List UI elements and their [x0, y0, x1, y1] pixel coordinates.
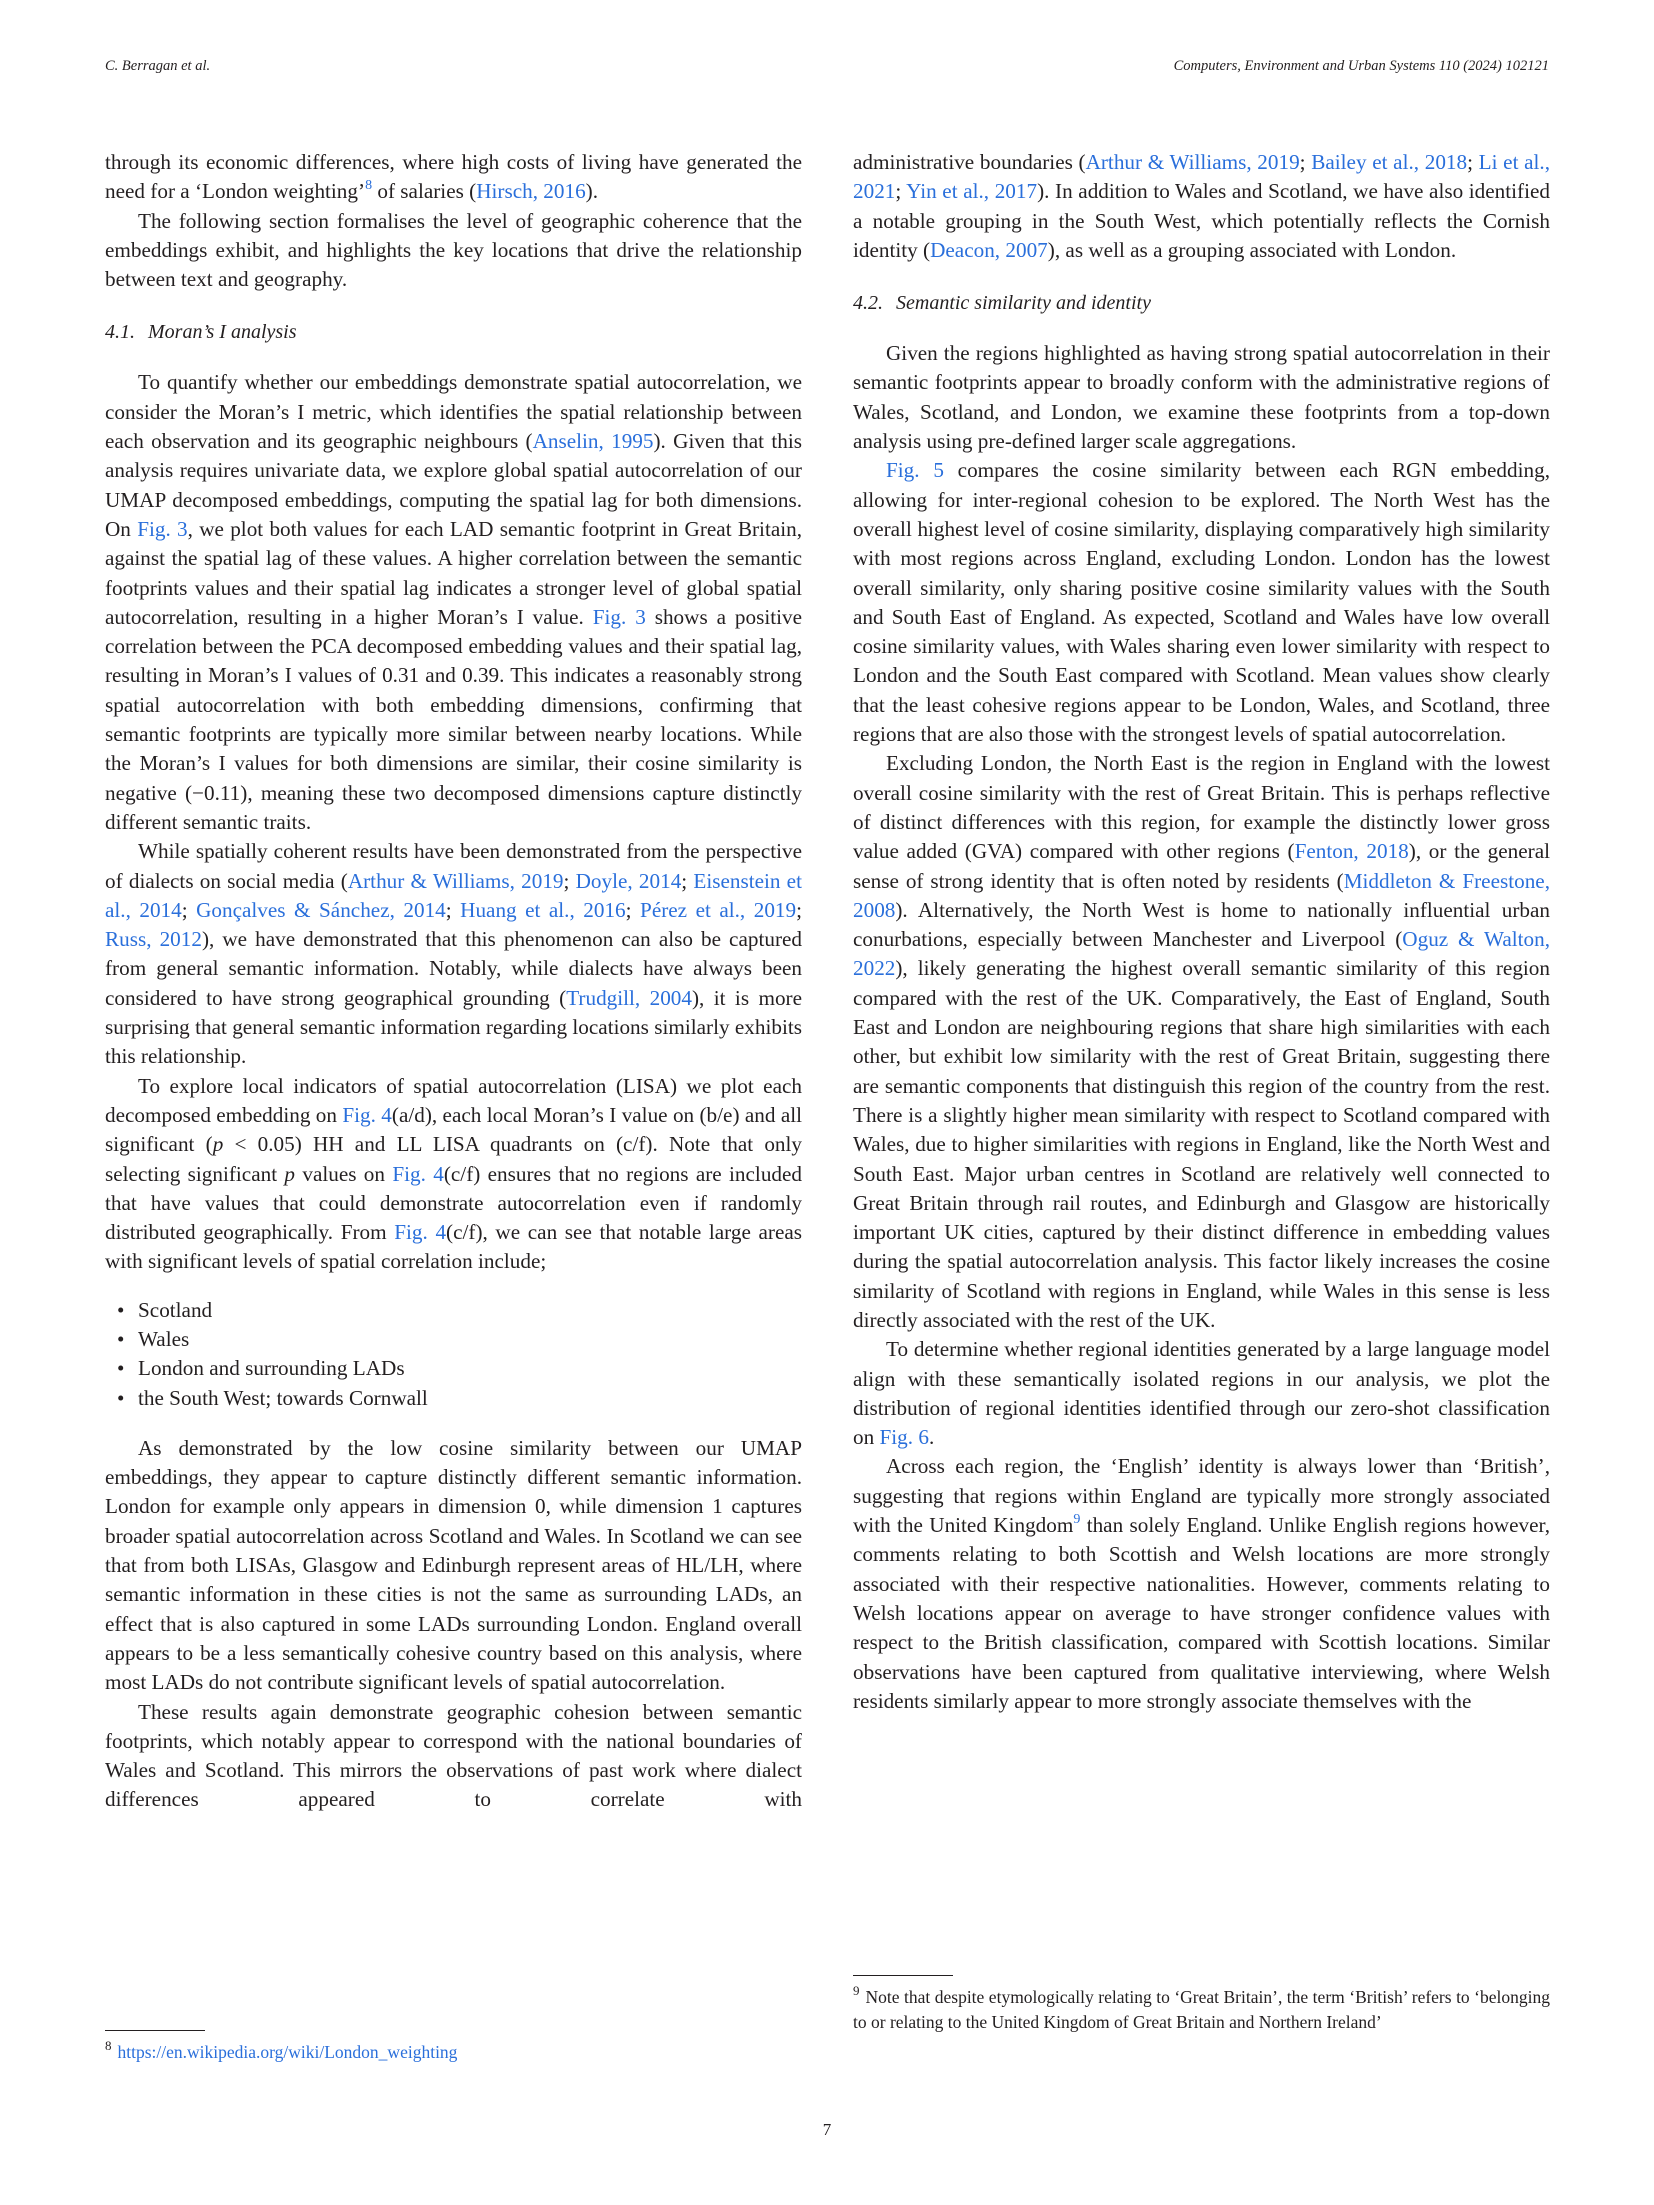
citation-link[interactable]: Anselin, 1995: [532, 429, 654, 454]
text: To determine whether regional identities generated by a large language model align with these semantically isolated regions in our analysis, we plot the distribution of regional identities identified through our zero-shot classification on: [853, 1337, 1550, 1450]
right-column: [853, 148, 1550, 1716]
footnote-link[interactable]: https://en.wikipedia.org/wiki/London_weighting: [117, 2042, 458, 2062]
footnote-rule: [105, 2030, 205, 2031]
text: ;: [563, 868, 576, 893]
paragraph: These results again demonstrate geographic cohesion between semantic footprints, which notably appear to correspond with the national boundaries of Wales and Scotland. This mirrors the observations of past work where dialect differences appeared to correlate with: [105, 1699, 802, 1812]
footnote-number: 9: [853, 1983, 860, 1999]
figure-link[interactable]: Fig. 4: [342, 1102, 392, 1127]
text: To quantify whether our embeddings demonstrate spatial autocorrelation, we consider the Moran’s I metric, which identifies the spatial relationship between each observation and its geographic neighbours (: [105, 370, 802, 454]
list-item: • Scotland: [117, 1296, 802, 1325]
footnote-ref-8[interactable]: 8: [365, 178, 373, 194]
footnote-8: [105, 2040, 802, 2065]
paragraph: [853, 148, 1550, 265]
citation-link[interactable]: Deacon, 2007: [930, 237, 1048, 262]
text: (c/f), we can see that notable large areas with significant levels of spatial correlation include;: [105, 1220, 802, 1274]
citation-link[interactable]: Gonçalves & Sánchez, 2014: [196, 897, 446, 922]
citation-link[interactable]: Arthur & Williams, 2019: [1085, 150, 1300, 174]
italic-p: p: [284, 1161, 296, 1186]
footnote-number: 8: [105, 2038, 112, 2054]
text: ;: [181, 897, 197, 922]
citation-link[interactable]: Eisenstein et al., 2014: [105, 868, 802, 922]
paragraph: Given the regions highlighted as having strong spatial autocorrelation in their semantic footprints appear to broadly conform with the administrative regions of Wales, Scotland, and London, we examine these footprints from a top-down analysis using pre-defined larger scale aggregations.: [853, 341, 1550, 454]
text: .: [928, 1425, 935, 1450]
figure-link[interactable]: Fig. 5: [886, 458, 944, 483]
running-header-journal: Computers, Environment and Urban Systems 110 (2024) 102121: [1173, 58, 1549, 74]
text: ;: [681, 868, 694, 893]
text: ;: [895, 179, 907, 204]
text: than solely England. Unlike English regions however, comments relating to both Scottish and Welsh locations are more strongly associated with their respective nationalities. However, comments relating to Welsh locations appear on average to have stronger confidence values with respect to the British classification, compared with Scottish locations. Similar observations have been captured from qualitative interviewing, where Welsh residents similarly appear to more strongly associate themselves with the: [853, 1513, 1551, 1713]
figure-link[interactable]: Fig. 3: [137, 516, 188, 541]
italic-p: p: [212, 1132, 224, 1157]
text: ;: [445, 897, 461, 922]
citation-link[interactable]: Doyle, 2014: [575, 868, 682, 893]
text: administrative boundaries (: [853, 150, 1086, 174]
bullet-list: [105, 1296, 802, 1413]
citation-link[interactable]: Hirsch, 2016: [476, 179, 586, 204]
citation-link[interactable]: Yin et al., 2017: [906, 179, 1038, 204]
citation-link[interactable]: Huang et al., 2016: [460, 897, 626, 922]
page-number: 7: [822, 2120, 832, 2139]
figure-link[interactable]: Fig. 4: [394, 1220, 447, 1245]
text: ). Alternatively, the North West is home to nationally influential urban conurbations, especially between Manchester and Liverpool (: [853, 897, 1550, 952]
section-number: 4.1.: [105, 321, 135, 344]
list-item: • Wales: [117, 1325, 802, 1354]
paragraph: [853, 1335, 1550, 1452]
text: Across each region, the ‘English’ identity is always lower than ‘British’, suggesting that regions within England are typically more strongly associated with the United Kingdom: [853, 1454, 1550, 1538]
citation-link[interactable]: Bailey et al., 2018: [1311, 150, 1468, 174]
text: ;: [796, 897, 802, 922]
footnote-ref-9[interactable]: 9: [1073, 1512, 1081, 1527]
paragraph: [853, 749, 1550, 1335]
footnote-rule: [853, 1975, 953, 1976]
paragraph: [853, 1452, 1550, 1716]
text: compares the cosine similarity between each RGN embedding, allowing for inter-regional cohesion to be explored. The North West has the overall highest level of cosine similarity, displaying comparatively high similarity with most regions across England, excluding London. London has the lowest overall similarity, only sharing positive cosine similarity values with the South and South East of England. As expected, Scotland and Wales have low overall cosine similarity values, with Wales sharing even lower similarity with respect to London and the South East compared with Scotland. Mean values show clearly that the least cohesive regions appear to be London, Wales, and Scotland, three regions that are also those with the strongest levels of spatial autocorrelation.: [853, 458, 1550, 747]
text: (c/f) ensures that no regions are included that have values that could demonstrate autocorrelation even if randomly distributed geographically. From: [105, 1161, 803, 1245]
section-title: Semantic similarity and identity: [896, 292, 1151, 315]
figure-link[interactable]: Fig. 4: [392, 1161, 444, 1186]
text: ;: [1467, 150, 1479, 174]
text: ;: [1299, 150, 1312, 174]
paragraph: [105, 148, 802, 207]
paragraph: [105, 368, 802, 837]
text: shows a positive correlation between the PCA decomposed embedding values and their spatial lag, resulting in Moran’s I values of 0.31 and 0.39. This indicates a reasonably strong spatial autocorrelation with both embedding dimensions, confirming that semantic footprints are typically more similar between nearby locations. While the Moran’s I values for both dimensions are similar, their cosine similarity is negative (−0.11), meaning these two decomposed dimensions capture distinctly different semantic traits.: [105, 604, 802, 834]
citation-link[interactable]: Oguz & Walton, 2022: [853, 927, 1550, 981]
section-number: 4.2.: [853, 292, 883, 315]
section-heading-4-1: [105, 318, 802, 347]
citation-link[interactable]: Pérez et al., 2019: [640, 897, 797, 922]
running-header-authors: C. Berragan et al.: [105, 58, 211, 74]
paragraph: As demonstrated by the low cosine similarity between our UMAP embeddings, they appear to capture distinctly different semantic information. London for example only appears in dimension 0, while dimension 1 captures broader spatial autocorrelation across Scotland and Wales. In Scotland we can see that from both LISAs, Glasgow and Edinburgh represent areas of HL/LH, where semantic information in these cities is not the same as surrounding LADs, an effect that is also captured in some LADs surrounding London. England overall appears to be a less semantically cohesive country based on this analysis, where most LADs do not contribute significant levels of spatial autocorrelation.: [105, 1435, 802, 1695]
text: , we plot both values for each LAD semantic footprint in Great Britain, against the spatial lag of these values. A higher correlation between the semantic footprints values and their spatial lag indicates a stronger level of global spatial autocorrelation, resulting in a higher Moran’s I value.: [105, 516, 803, 629]
paragraph: [853, 456, 1550, 749]
citation-link[interactable]: Russ, 2012: [105, 927, 202, 952]
text: ), or the general sense of strong identity that is often noted by residents (: [853, 839, 1551, 893]
text: ), it is more surprising that general semantic information regarding locations similarly exhibits this relationship.: [105, 985, 803, 1069]
text: Excluding London, the North East is the region in England with the lowest overall cosine similarity with the rest of Great Britain. This is perhaps reflective of distinct differences with this region, for example the distinctly lower gross value added (GVA) compared with other regions (: [853, 751, 1550, 864]
text: ). In addition to Wales and Scotland, we have also identified a notable grouping in the South West, which potentially reflects the Cornish identity (: [853, 179, 1550, 262]
section-heading-4-2: [853, 289, 1550, 318]
figure-link[interactable]: Fig. 3: [592, 604, 646, 629]
text: ), we have demonstrated that this phenomenon can also be captured from general semantic information. Notably, while dialects have always been considered to have strong geographical grounding (: [105, 927, 802, 1010]
citation-link[interactable]: Trudgill, 2004: [566, 985, 692, 1010]
figure-link[interactable]: Fig. 6: [879, 1425, 929, 1450]
text: While spatially coherent results have been demonstrated from the perspective of dialects on social media (: [105, 839, 802, 893]
paragraph: The following section formalises the level of geographic coherence that the embeddings exhibit, and highlights the key locations that drive the relationship between text and geography.: [105, 208, 802, 292]
text: ).: [585, 179, 599, 204]
text: of salaries (: [372, 179, 477, 204]
text: ). Given that this analysis requires univariate data, we explore global spatial autocorrelation of our UMAP decomposed embeddings, computing the spatial lag for both dimensions. On: [105, 429, 802, 541]
citation-link[interactable]: Li et al., 2021: [853, 150, 1551, 204]
text: To explore local indicators of spatial autocorrelation (LISA) we plot each decomposed embedding on: [105, 1073, 802, 1127]
text: ), likely generating the highest overall semantic similarity of this region compared with the rest of the UK. Comparatively, the East of England, South East and London are neighbouring regions that share high similarities with each other, but exhibit low similarity with the rest of Great Britain, suggesting there are semantic components that distinguish this region of the country from the rest. There is a slightly higher mean similarity with respect to Scotland compared with Wales, due to higher similarities with regions in England, like the North West and South East. Major urban centres in Scotland are relatively well connected to Great Britain through rail routes, and Edinburgh and Glasgow are historically important UK cities, captured by their distinct difference in embedding values during the spatial autocorrelation analysis. This factor likely increases the cosine similarity of Scotland with regions in England, while Wales in this sense is less directly associated with the rest of the UK.: [853, 956, 1550, 1332]
section-title: Moran’s I analysis: [148, 321, 297, 344]
text: values on: [295, 1161, 393, 1186]
text: (a/d), each local Moran’s I value on (b/e) and all significant (: [105, 1102, 803, 1157]
text: through its economic differences, where high costs of living have generated the need for a ‘London weighting’: [105, 150, 802, 204]
text: ), as well as a grouping associated with London.: [1047, 237, 1457, 262]
citation-link[interactable]: Fenton, 2018: [1294, 839, 1409, 864]
citation-link[interactable]: Middleton & Freestone, 2008: [853, 868, 1550, 922]
list-item: • London and surrounding LADs: [117, 1354, 802, 1383]
footnote-text: Note that despite etymologically relating to ‘Great Britain’, the term ‘British’ refers to ‘belonging to or relating to the United Kingdom of Great Britain and Northern Ireland’: [853, 1987, 1550, 2032]
footnote-9: [853, 1985, 1550, 2035]
paragraph: [105, 837, 802, 1071]
paragraph: [105, 1072, 802, 1277]
list-item: • the South West; towards Cornwall: [117, 1384, 802, 1413]
text: ;: [625, 897, 641, 922]
citation-link[interactable]: Arthur & Williams, 2019: [347, 868, 564, 893]
text: < 0.05) HH and LL LISA quadrants on (c/f). Note that only selecting significant: [105, 1132, 802, 1186]
left-column: [105, 148, 802, 1815]
